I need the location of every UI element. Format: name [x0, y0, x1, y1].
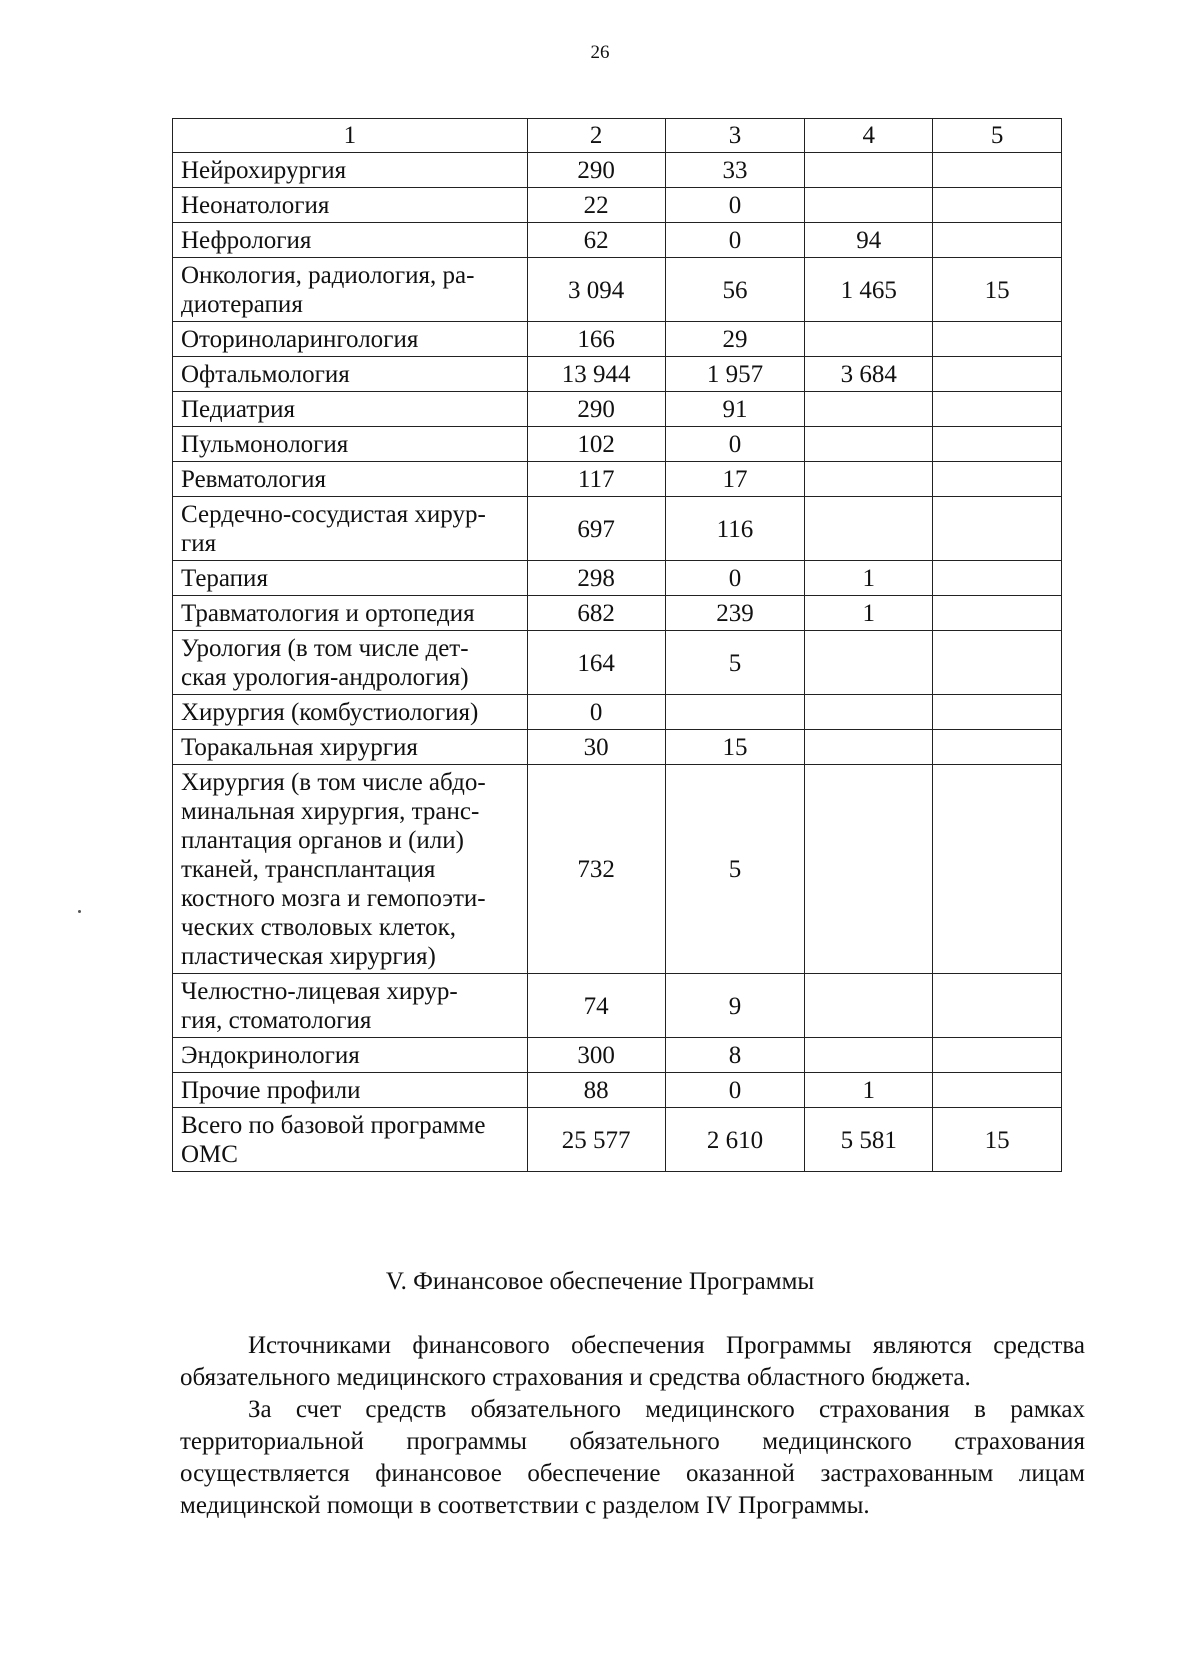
value-cell-col3: 29: [665, 322, 805, 357]
profile-name-cell: Сердечно-сосудистая хирур- гия: [173, 497, 528, 561]
value-cell-col2: 88: [527, 1073, 665, 1108]
header-cell-5: 5: [933, 119, 1062, 153]
value-cell-col3: 0: [665, 188, 805, 223]
value-cell-col5: [933, 561, 1062, 596]
value-cell-col3: 15: [665, 730, 805, 765]
profile-name-cell: Офтальмология: [173, 357, 528, 392]
value-cell-col5: [933, 695, 1062, 730]
value-cell-col3: 0: [665, 1073, 805, 1108]
header-cell-3: 3: [665, 119, 805, 153]
value-cell-col4: [805, 497, 933, 561]
value-cell-col2: 300: [527, 1038, 665, 1073]
value-cell-col2: 732: [527, 765, 665, 974]
value-cell-col3: 239: [665, 596, 805, 631]
value-cell-col5: [933, 1073, 1062, 1108]
profile-name-cell: Урология (в том числе дет- ская урология-андрология): [173, 631, 528, 695]
value-cell-col5: 15: [933, 1108, 1062, 1172]
value-cell-col3: 0: [665, 427, 805, 462]
value-cell-col4: [805, 765, 933, 974]
header-cell-4: 4: [805, 119, 933, 153]
profile-name-cell: Педиатрия: [173, 392, 528, 427]
value-cell-col2: 13 944: [527, 357, 665, 392]
profile-name-cell: Эндокринология: [173, 1038, 528, 1073]
value-cell-col2: 30: [527, 730, 665, 765]
value-cell-col5: [933, 631, 1062, 695]
profile-name-cell: Терапия: [173, 561, 528, 596]
value-cell-col5: [933, 153, 1062, 188]
profile-name-cell: Неонатология: [173, 188, 528, 223]
value-cell-col5: [933, 462, 1062, 497]
table-row: [173, 322, 1062, 357]
value-cell-col2: 74: [527, 974, 665, 1038]
value-cell-col5: [933, 974, 1062, 1038]
value-cell-col2: 164: [527, 631, 665, 695]
table-row: [173, 1038, 1062, 1073]
profile-name-cell: Онкология, радиология, ра- диотерапия: [173, 258, 528, 322]
value-cell-col3: 0: [665, 223, 805, 258]
value-cell-col2: 62: [527, 223, 665, 258]
value-cell-col5: [933, 730, 1062, 765]
value-cell-col2: 298: [527, 561, 665, 596]
value-cell-col3: 9: [665, 974, 805, 1038]
value-cell-col2: 682: [527, 596, 665, 631]
paragraph-funding-sources: Источниками финансового обеспечения Программы являются средства обязательного медицинского страхования и средства областного бюджета.: [180, 1332, 1085, 1391]
value-cell-col2: 102: [527, 427, 665, 462]
value-cell-col4: [805, 631, 933, 695]
profile-name-cell: Пульмонология: [173, 427, 528, 462]
value-cell-col3: 116: [665, 497, 805, 561]
value-cell-col2: 697: [527, 497, 665, 561]
table-row: [173, 1073, 1062, 1108]
value-cell-col5: [933, 1038, 1062, 1073]
value-cell-col4: [805, 974, 933, 1038]
profile-name-cell: Нейрохирургия: [173, 153, 528, 188]
value-cell-col2: 166: [527, 322, 665, 357]
table-row: [173, 153, 1062, 188]
value-cell-col5: [933, 357, 1062, 392]
table-row: [173, 695, 1062, 730]
profile-name-cell: Травматология и ортопедия: [173, 596, 528, 631]
table-header-row: [173, 119, 1062, 153]
value-cell-col3: 0: [665, 561, 805, 596]
value-cell-col5: [933, 765, 1062, 974]
table-row: [173, 974, 1062, 1038]
value-cell-col5: 15: [933, 258, 1062, 322]
value-cell-col4: [805, 1038, 933, 1073]
table-row: [173, 223, 1062, 258]
profile-name-cell: Хирургия (в том числе абдо- минальная хирургия, транс- плантация органов и (или) тканей, трансплантация костного мозга и гемопоэти- ческих стволовых клеток, пластическая хирургия): [173, 765, 528, 974]
section-heading: V. Финансовое обеспечение Программы: [385, 1268, 815, 1295]
value-cell-col4: [805, 730, 933, 765]
paragraph-oms-funding: За счет средств обязательного медицинского страхования в рамках территориальной программы обязательного медицинского страхования осуществляется финансовое обеспечение оказанной застрахованным лицам медицинской помощи в соответствии с разделом IV Программы.: [180, 1396, 1085, 1519]
profile-name-cell: Нефрология: [173, 223, 528, 258]
value-cell-col5: [933, 223, 1062, 258]
profile-name-cell: Оториноларингология: [173, 322, 528, 357]
value-cell-col3: 5: [665, 631, 805, 695]
value-cell-col3: 17: [665, 462, 805, 497]
table-row: [173, 357, 1062, 392]
value-cell-col4: 1: [805, 1073, 933, 1108]
value-cell-col4: 3 684: [805, 357, 933, 392]
value-cell-col3: 33: [665, 153, 805, 188]
value-cell-col4: 5 581: [805, 1108, 933, 1172]
table-row: [173, 427, 1062, 462]
value-cell-col4: [805, 427, 933, 462]
value-cell-col3: [665, 695, 805, 730]
table-row: [173, 561, 1062, 596]
profile-name-cell: Всего по базовой программе ОМС: [173, 1108, 528, 1172]
value-cell-col3: 5: [665, 765, 805, 974]
value-cell-col4: 1: [805, 596, 933, 631]
value-cell-col5: [933, 427, 1062, 462]
profile-name-cell: Хирургия (комбустиология): [173, 695, 528, 730]
value-cell-col4: 1: [805, 561, 933, 596]
value-cell-col2: 290: [527, 392, 665, 427]
value-cell-col2: 3 094: [527, 258, 665, 322]
medical-profiles-table: [172, 118, 1062, 1172]
value-cell-col2: 25 577: [527, 1108, 665, 1172]
value-cell-col2: 117: [527, 462, 665, 497]
value-cell-col2: 290: [527, 153, 665, 188]
value-cell-col5: [933, 322, 1062, 357]
value-cell-col2: 22: [527, 188, 665, 223]
profile-name-cell: Прочие профили: [173, 1073, 528, 1108]
value-cell-col3: 91: [665, 392, 805, 427]
profile-name-cell: Челюстно-лицевая хирур- гия, стоматология: [173, 974, 528, 1038]
table-row: [173, 497, 1062, 561]
value-cell-col4: [805, 188, 933, 223]
table-row: [173, 392, 1062, 427]
value-cell-col3: 1 957: [665, 357, 805, 392]
profile-name-cell: Ревматология: [173, 462, 528, 497]
table-row: [173, 765, 1062, 974]
value-cell-col5: [933, 392, 1062, 427]
profile-name-cell: Торакальная хирургия: [173, 730, 528, 765]
table-row: [173, 258, 1062, 322]
value-cell-col4: 1 465: [805, 258, 933, 322]
scan-speck: [78, 910, 81, 913]
value-cell-col5: [933, 497, 1062, 561]
value-cell-col3: 56: [665, 258, 805, 322]
value-cell-col4: 94: [805, 223, 933, 258]
table-row: [173, 631, 1062, 695]
page-number: 26: [590, 42, 610, 63]
value-cell-col3: 2 610: [665, 1108, 805, 1172]
value-cell-col4: [805, 462, 933, 497]
table-row: [173, 188, 1062, 223]
value-cell-col4: [805, 695, 933, 730]
value-cell-col5: [933, 188, 1062, 223]
table-row: [173, 730, 1062, 765]
value-cell-col2: 0: [527, 695, 665, 730]
table-row: [173, 1108, 1062, 1172]
header-cell-1: 1: [173, 119, 528, 153]
value-cell-col5: [933, 596, 1062, 631]
value-cell-col4: [805, 322, 933, 357]
table-row: [173, 462, 1062, 497]
table-row: [173, 596, 1062, 631]
value-cell-col4: [805, 153, 933, 188]
value-cell-col4: [805, 392, 933, 427]
value-cell-col3: 8: [665, 1038, 805, 1073]
header-cell-2: 2: [527, 119, 665, 153]
